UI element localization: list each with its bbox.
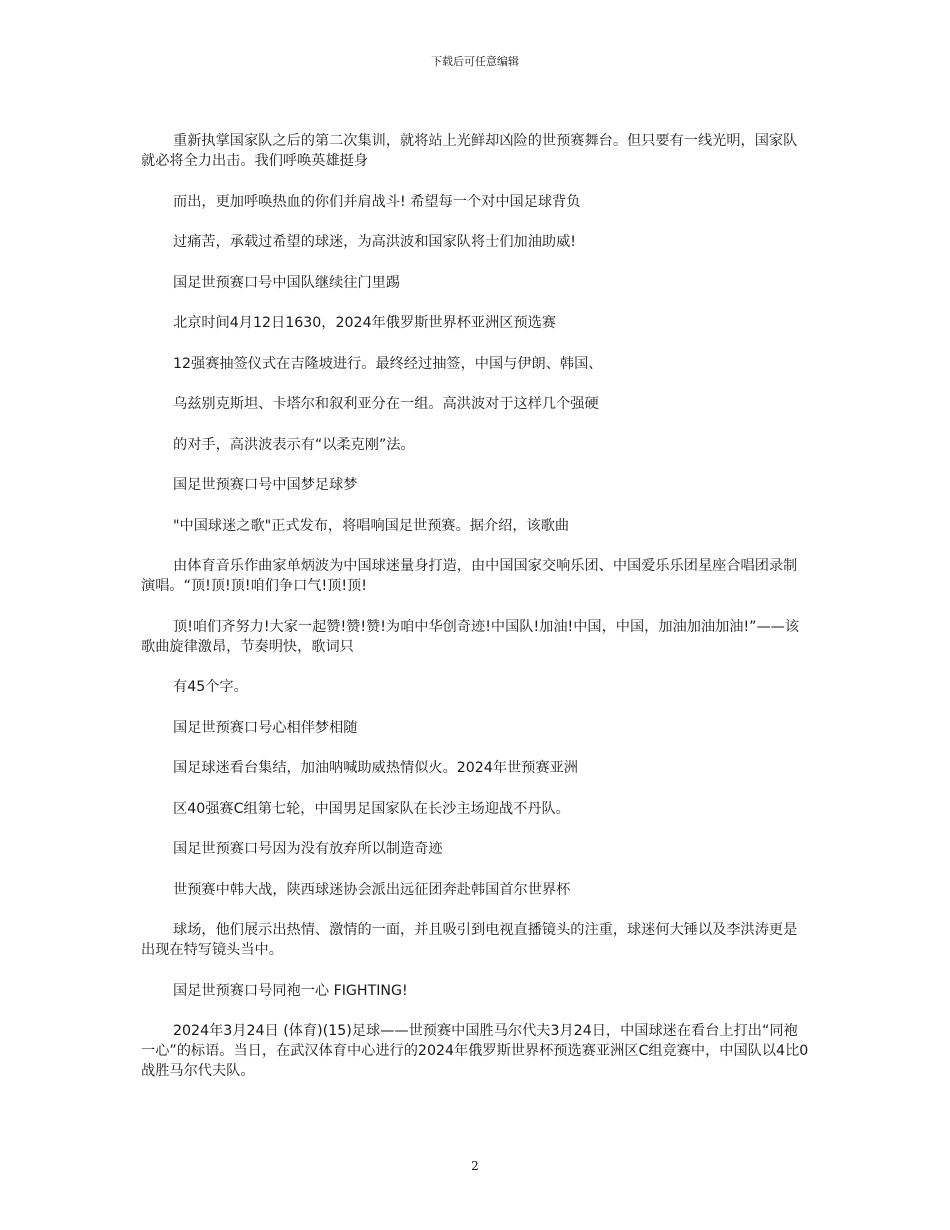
- paragraph: 2024年3月24日 (体育)(15)足球——世预赛中国胜马尔代夫3月24日，中国球迷在看台上打出“同袍一心”的标语。当日，在武汉体育中心进行的2024年俄罗斯世界杯预选赛亚洲区C组竞赛中，中国队以4比0战胜马尔代夫队。: [141, 1023, 809, 1079]
- paragraph: 区40强赛C组第七轮，中国男足国家队在长沙主场迎战不丹队。: [173, 800, 570, 817]
- paragraph: 有45个字。: [173, 679, 248, 695]
- paragraph: 12强赛抽签仪式在吉隆坡进行。最终经过抽签，中国与伊朗、韩国、: [173, 355, 603, 372]
- paragraph: 世预赛中韩大战，陕西球迷协会派出远征团奔赴韩国首尔世界杯: [173, 881, 571, 898]
- body-text: [141, 131, 811, 1102]
- paragraph: 北京时间4月12日1630，2024年俄罗斯世界杯亚洲区预选赛: [173, 315, 557, 331]
- paragraph: 而出，更加呼唤热血的你们并肩战斗! 希望每一个对中国足球背负: [173, 193, 581, 210]
- paragraph: 的对手，高洪波表示有“以柔克刚”法。: [173, 436, 415, 453]
- paragraph: 球场，他们展示出热情、激情的一面，并且吸引到电视直播镜头的注重，球迷何大锤以及李洪涛更是出现在特写镜头当中。: [141, 922, 798, 958]
- paragraph: 由体育音乐作曲家单炳波为中国球迷量身打造，由中国国家交响乐团、中国爱乐乐团星座合唱团录制演唱。“顶!顶!顶!咱们争口气!顶!顶!: [141, 558, 798, 594]
- page-number: 2: [471, 1159, 479, 1173]
- paragraph-heading: 国足世预赛口号同袍一心 FIGHTING!: [173, 982, 408, 999]
- paragraph: 过痛苦，承载过希望的球迷，为高洪波和国家队将士们加油助威!: [173, 234, 576, 250]
- paragraph-heading: 国足世预赛口号心相伴梦相随: [173, 719, 358, 736]
- paragraph-heading: 国足世预赛口号中国梦足球梦: [173, 477, 358, 493]
- paragraph: 国足球迷看台集结，加油呐喊助威热情似火。2024年世预赛亚洲: [173, 760, 578, 776]
- paragraph: 乌兹别克斯坦、卡塔尔和叙利亚分在一组。高洪波对于这样几个强硬: [173, 396, 599, 412]
- paragraph: 顶!咱们齐努力!大家一起赞!赞!赞!为咱中华创奇迹!中国队!加油!中国，中国，加油加油加油!”——该歌曲旋律激昂，节奏明快，歌词只: [141, 618, 800, 655]
- paragraph-heading: 国足世预赛口号因为没有放弃所以制造奇迹: [173, 841, 443, 857]
- page-header: 下载后可任意编辑: [431, 55, 519, 68]
- paragraph: 重新执掌国家队之后的第二次集训，就将站上光鲜却凶险的世预赛舞台。但只要有一线光明，国家队就必将全力出击。我们呼唤英雄挺身: [141, 133, 798, 169]
- paragraph: "中国球迷之歌"正式发布，将唱响国足世预赛。据介绍，该歌曲: [173, 517, 570, 534]
- paragraph-heading: 国足世预赛口号中国队继续往门里踢: [173, 274, 401, 291]
